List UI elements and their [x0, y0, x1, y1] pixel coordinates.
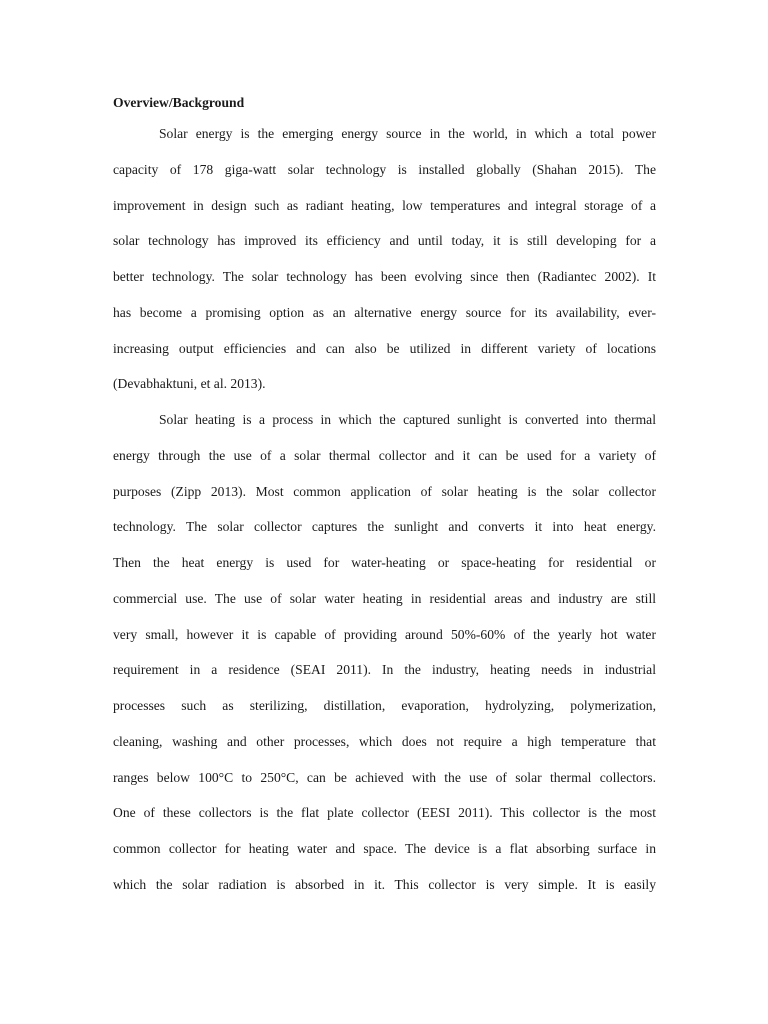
text-line: Then the heat energy is used for water-heating or space-heating for residential or — [113, 555, 656, 570]
paragraph-1 — [113, 116, 656, 402]
text-line: requirement in a residence (SEAI 2011). In the industry, heating needs in industrial — [113, 662, 656, 678]
document-body — [113, 92, 656, 903]
text-line: purposes (Zipp 2013). Most common application of solar heating is the solar collector — [113, 483, 656, 499]
text-line: processes such as sterilizing, distillation, evaporation, hydrolyzing, polymerization, — [113, 698, 656, 713]
text-line: solar technology has improved its efficiency and until today, it is still developing for a — [113, 233, 656, 249]
text-line: energy through the use of a solar thermal collector and it can be used for a variety of — [113, 447, 656, 463]
text-line: Solar energy is the emerging energy source in the world, in which a total power — [159, 126, 656, 141]
text-line: Solar heating is a process in which the captured sunlight is converted into thermal — [159, 412, 656, 427]
text-line: very small, however it is capable of providing around 50%-60% of the yearly hot water — [113, 626, 656, 642]
text-line: One of these collectors is the flat plate collector (EESI 2011). This collector is the most — [113, 805, 656, 821]
text-line: which the solar radiation is absorbed in it. This collector is very simple. It is easily — [113, 876, 656, 892]
text-line: ranges below 100°C to 250°C, can be achieved with the use of solar thermal collectors. — [113, 769, 656, 785]
text-line: increasing output efficiencies and can also be utilized in different variety of locations — [113, 340, 656, 356]
text-line: (Devabhaktuni, et al. 2013). — [113, 376, 266, 392]
text-line: capacity of 178 giga-watt solar technology is installed globally (Shahan 2015). The — [113, 161, 656, 177]
paragraph-2 — [113, 402, 656, 903]
text-line: has become a promising option as an alternative energy source for its availability, ever- — [113, 304, 656, 320]
text-line: better technology. The solar technology has been evolving since then (Radiantec 2002). It — [113, 269, 656, 284]
text-line: technology. The solar collector captures the sunlight and converts it into heat energy. — [113, 519, 656, 535]
text-line: common collector for heating water and space. The device is a flat absorbing surface in — [113, 841, 656, 856]
text-line: cleaning, washing and other processes, which does not require a high temperature that — [113, 733, 656, 749]
section-heading: Overview/Background — [113, 95, 245, 110]
text-line: commercial use. The use of solar water heating in residential areas and industry are still — [113, 590, 656, 606]
text-line: improvement in design such as radiant heating, low temperatures and integral storage of a — [113, 197, 656, 213]
